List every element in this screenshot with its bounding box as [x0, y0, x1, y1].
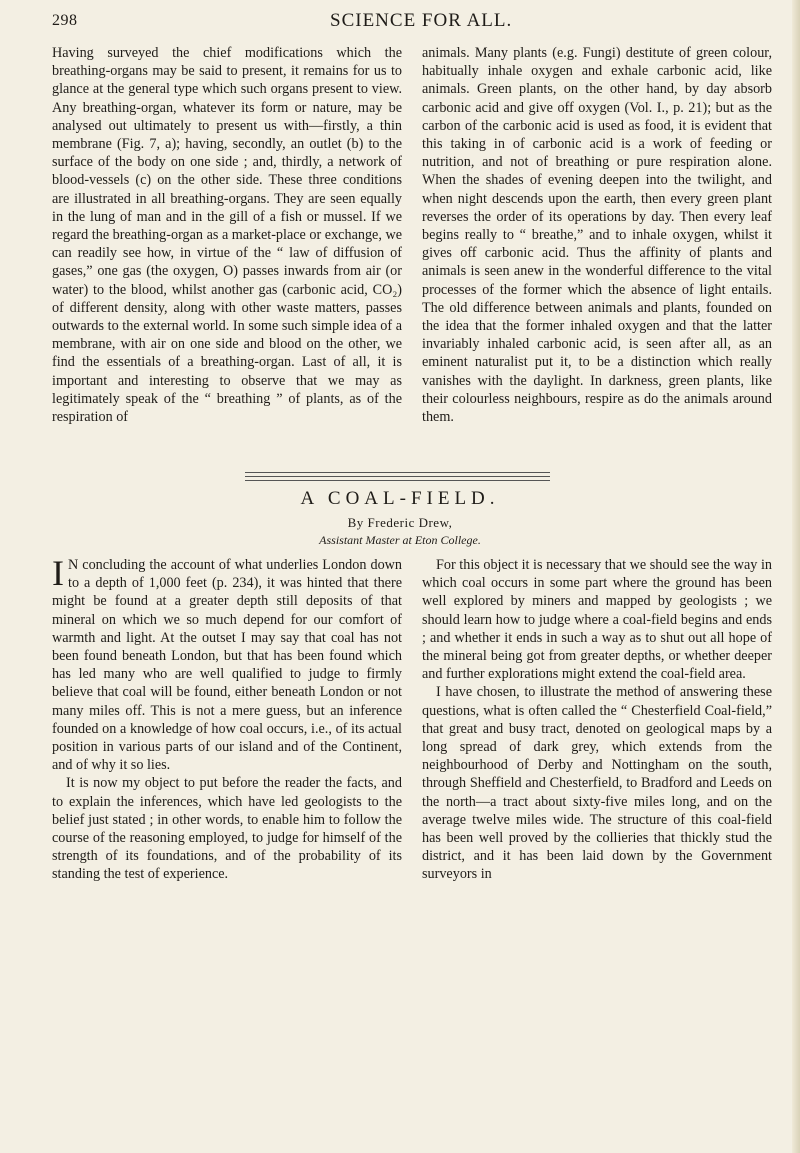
- drop-cap: I: [52, 553, 64, 593]
- top-left-column: [52, 44, 402, 426]
- paragraph: For this object it is necessary that we should see the way in which coal occurs in some part where the ground has been well explored by miners and mapped by geologists ; we should learn how to judge where a coal-field begins and ends ; and whether it ends in such a way as to shut out all hope of the mineral being got from greater depths, or whether deeper and further explorations might extend the coal-field area.: [422, 557, 772, 683]
- opening-paragraph-text: N concluding the account of what underlies London down to a depth of 1,000 feet (p. 234), it was hinted that there might be found at a greater depth still deposits of that mineral on which we so much depend for our comfort of warmth and light. At the outset I may say that coal has not been found beneath London, but that has been found which has led many who are well qualified to judge to firmly believe that coal will be found, either beneath London or not many miles off. This is not a mere guess, but an inference founded on a knowledge of how coal occurs, i.e., of its actual position in various parts of our island and of the Continent, and of why it so lies.: [52, 557, 402, 774]
- top-right-column: [422, 44, 772, 426]
- section-divider: [245, 476, 550, 477]
- author-affiliation: Assistant Master at Eton College.: [319, 533, 481, 547]
- section-divider: [245, 480, 550, 481]
- bottom-right-column: [422, 556, 772, 884]
- article-byline: By Frederic Drew,: [347, 515, 453, 530]
- article-title: A COAL-FIELD.: [300, 488, 500, 509]
- opening-paragraph: [52, 553, 402, 774]
- page-edge: [792, 0, 800, 1153]
- paragraph: animals. Many plants (e.g. Fungi) destitute of green colour, habitually inhale oxygen and exhale carbonic acid, like animals. Green plants, on the other hand, by day absorb carbonic acid and give off oxygen (Vol. I., p. 21); but as the carbon of the carbonic acid is used as food, it is evident that this taking in of carbonic acid is a work of feeding or nutrition, and not of breathing or pure respiration alone. When the shades of evening deepen into the twilight, and when night descends upon the earth, then every green plant reverses the order of its operations by day. Then every leaf begins really to “ breathe,” and to inhale oxygen, whilst it gives off carbonic acid. Thus the affinity of plants and animals is seen anew in the wonderful difference to the vital processes of the former which the absence of light entails. The old difference between animals and plants, founded on the idea that the former inhaled oxygen and that the latter invariably inhaled carbonic acid, is seen after all, as an eminent naturalist put it, to be a distinction which really vanishes with the daylight. In darkness, green plants, like their colourless neighbours, respire as do the animals around them.: [422, 45, 772, 426]
- page-number: 298: [52, 12, 78, 29]
- paragraph: Having surveyed the chief modifications which the breathing-organs may be said to present, it remains for us to glance at the general type which such organs present to view. Any breathing-organ, whatever its form or nature, may be analysed out ultimately to present us with—firstly, a thin membrane (Fig. 7, a); having, secondly, an outlet (b) to the surface of the body on one side ; and, thirdly, a network of blood-vessels (c) on the other side. These three conditions are illustrated in all breathing-organs. They are seen equally in the lung of man and in the gill of a fish or mussel. If we regard the breathing-organ as a market-place or exchange, we can readily see how, in virtue of the “ law of diffusion of gases,” one gas (the oxygen, O) passes inwards from air (or water) to the blood, whilst another gas (carbonic acid, CO₂) of different density, along with other waste matters, passes outwards to the external world. In some such simple idea of a membrane, with air on one side and blood on the other, we find the essentials of a breathing-organ. Last of all, it is important and interesting to observe that we may as legitimately speak of the “ breathing ” of plants, as of the respiration of: [52, 45, 402, 426]
- running-head: SCIENCE FOR ALL.: [330, 10, 513, 31]
- paragraph: It is now my object to put before the reader the facts, and to explain the inferences, which have led geologists to the belief just stated ; in other words, to enable him to follow the course of the reasoning employed, to judge for himself of the strength of its foundations, and of the probability of its standing the test of experience.: [52, 775, 402, 883]
- bottom-left-column: [52, 553, 402, 884]
- section-divider: [245, 472, 550, 473]
- paragraph: I have chosen, to illustrate the method of answering these questions, what is often called the “ Chesterfield Coal-field,” that great and busy tract, denoted on geological maps by a long spread of dark grey, which extends from the neighbourhood of Derby and Nottingham on the south, through Sheffield and Chesterfield, to Bradford and Leeds on the north—a tract about sixty-five miles long, and on the average twelve miles wide. The structure of this coal-field has been well proved by the collieries that thickly stud the district, and it has been laid down by the Government surveyors in: [422, 684, 772, 883]
